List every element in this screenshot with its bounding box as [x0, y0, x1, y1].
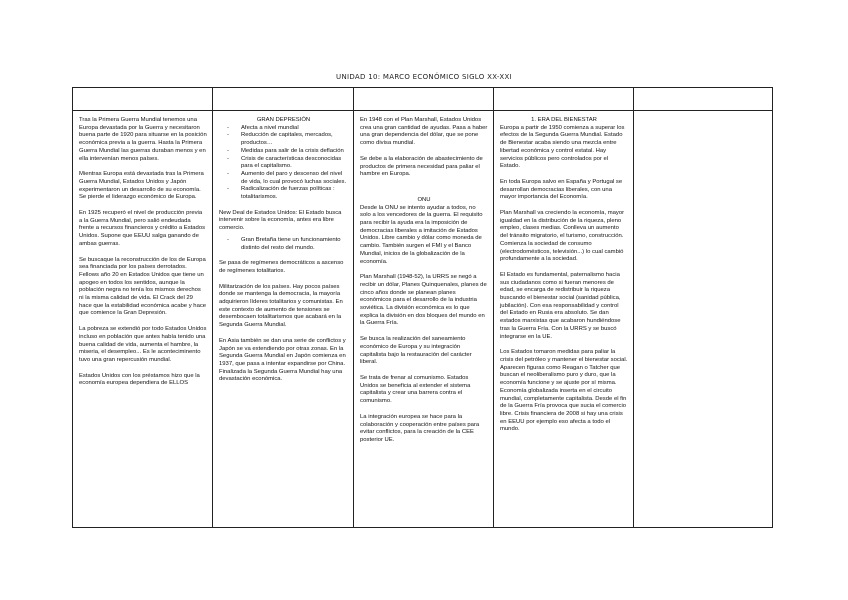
col1-paragraph: Estados Unidos con los préstamos hizo que la economía europea dependiera de ELLOS: [79, 372, 200, 387]
col4-paragraph: En toda Europa salvo en España y Portugal se desarrollan democracias liberales, con una mayor importancia del Economía.: [500, 178, 623, 201]
column-postwar: [73, 111, 213, 528]
col2-paragraph: Militarización de los países. Hay pocos países donde se mantenga la democracia, la mayoría adquirieron líderes totalitarios y comunistas. En este contexto de aumento de tensiones se desembocaen totalitarismos que acabará en la Segunda Guerra Mundial.: [219, 283, 343, 329]
col3-paragraph: Se trata de frenar al comunismo. Estados Unidos se beneficia al extender el sistema capitalista y crear una barrera contra el comunismo.: [360, 374, 471, 405]
header-cell-5: [634, 88, 773, 111]
col1-paragraph: La pobreza se extendió por todo Estados Unidos incluso en población que antes había tenido una buena calidad de vida, aumenta el hambre, la miseria, el desempleo... Es le aconteciminento tuvo una gran repercusión mundial.: [79, 326, 207, 363]
column-empty: [634, 111, 773, 528]
col3-paragraph: Plan Marshall (1948-52), la URRS se negó a recibir un dólar, Planes Quinquenales, planes de cinco años donde se planean planes económicos para el desarrollo de la industria soviética. La división económica es lo que explica la división en dos bloques del mundo en la Guerra Fría.: [360, 274, 487, 327]
header-row: [73, 88, 773, 111]
col2-bullet: - Medidas para salir de la crisis deflación: [219, 148, 348, 156]
body-row: [73, 111, 773, 528]
col2-bullet: - Aumento del paro y descenso del nivel de vida, lo cual provocó luchas sociales.: [219, 171, 348, 186]
col3-paragraph: Se debe a la elaboración de abastecimiento de productos de primera necesidad para paliar el hambre en Europa.: [360, 155, 483, 178]
page-title: UNIDAD 10: MARCO ECONÓMICO SIGLO XX-XXI: [336, 73, 512, 81]
column-marshall-onu: [354, 111, 494, 528]
col2-bullet: - Afecta a nivel mundial: [219, 125, 348, 133]
col4-paragraph: El Estado es fundamental, paternalismo hacia sus ciudadanos como si fueran menores de edad, se encarga de redistribuir la riqueza buscando el bienestar social (sanidad pública, jubilación). Con esa responsabilidad y control del Estado en Rusia era absoluto. Se dan estados marxistas que acabaron hundiéndose tras la Guerra Fría. Con la URRS y se buscó integrarse en la UE.: [500, 271, 621, 340]
col3-paragraph: Desde la ONU se intento ayudar a todos, no solo a los vencedores de la guerra. El requisito para recibir la ayuda era la imposición de democracias liberales a imitación de Estados Unidos. Libre cambio y dólar como moneda de cambio. También surgen el FMI y el Banco Mundial, inicios de la globalización de la economía.: [360, 204, 483, 265]
col3-paragraph: En 1948 con el Plan Marshall, Estados Unidos crea una gran cantidad de ayudas. Pasa a haber una gran dependencia del dólar, que se pone como divisa mundial.: [360, 117, 488, 147]
header-cell-3: [354, 88, 494, 111]
col2-heading: GRAN DEPRESIÓN: [256, 117, 311, 123]
col2-bullet: - Reducción de capitales, mercados, productos…: [219, 132, 348, 147]
col2-paragraph: En Asia también se dan una serie de conflictos y Japón se va extendiendo por otras zonas. En la Segunda Guerra Mundial en Japón comienza en 1937, que pasa a intentar expandirse por China. Finalizada la Segunda Guerra Mundial hay una devastación económica.: [219, 337, 346, 383]
col4-heading: 1. ERA DEL BIENESTAR: [531, 117, 597, 123]
header-cell-1: [73, 88, 213, 111]
content-table: [72, 87, 773, 528]
header-cell-4: [494, 88, 634, 111]
col2-bullet: - Radicalización de fuerzas políticas : totalitarismos.: [219, 186, 348, 201]
col1-paragraph: Mientras Europa está devastada tras la Primera Guerra Mundial, Estados Unidos y Japón experimentaron un desarrollo de su economía. Se pierde el liderazgo económico de Europa.: [79, 171, 204, 201]
header-cell-2: [213, 88, 354, 111]
column-welfare-state: [494, 111, 634, 528]
column-great-depression: [213, 111, 354, 528]
col2-bullet-list-2: [219, 237, 348, 252]
col3-paragraph: Se busca la realización del saneamiento económico de Europa y su integración capitalista bajo la restauración del carácter liberal.: [360, 336, 472, 366]
col1-paragraph: Se buscaque la reconstrucción de los de Europa sea financiada por los países derrotados. Fellows año 20 en Estados Unidos que tiene un apogeo en todos los sentidos, aunque la población negra no tenía los mismos derechos ni la misma calidad de vida. El Crack del 29 hace que la estabilidad económica acabe y hace que comience la Gran Depresión.: [79, 256, 207, 317]
col4-paragraph: Los Estados tomaron medidas para paliar la crisis del petróleo y mantener el bienestar social. Aparecen figuras como Reagan o Tatcher que buscan el neoliberalismo puro y duro, que la economía funcione y se ajuste por sí misma. Economía globalizada inserta en el circuito mundial, completamente capitalista. Desde el fin de la Guerra Fría provoca que sucia el comercio libre. Crisis financiera de 2008 si hay una crisis en EEUU por ejemplo eso afecta a todo el mundo.: [500, 349, 628, 433]
col1-paragraph: En 1925 recuperó el nivel de producción previa a la Guerra Mundial, pero salió endeudada frente a recursos financieros y crédito a Estados Unidos. Supone que EEUU salga ganando de ambas guerras.: [79, 210, 206, 247]
col2-bullet-list: [219, 125, 348, 202]
col3-paragraph: La integración europea se hace para la colaboración y cooperación entre países para evitar conflictos, para la creación de la CEE posterior UE.: [360, 413, 480, 443]
col2-bullet: - Gran Bretaña tiene un funcionamiento distinto del resto del mundo.: [219, 237, 348, 252]
col2-bullet: - Crisis de características desconocidas para el capitalismo.: [219, 156, 348, 171]
col4-paragraph: Plan Marshall va creciendo la economía, mayor igualdad en la distribución de la riqueza, pleno empleo, clases medias. Conlleva un aumento del tránsito migratorio, el turismo, construcción. Comienza la sociedad de consumo (electrodomésticos, televisión...) lo cual cambió profundamente a la sociedad.: [500, 210, 625, 263]
col2-paragraph-newdeal: New Deal de Estados Unidos: El Estado busca intervenir sobre la economía, antes era libre comercio.: [219, 209, 342, 232]
col3-heading: ONU: [417, 196, 431, 203]
col1-paragraph: Tras la Primera Guerra Mundial tenemos una Europa devastada por la Guerra y necesitaron buena parte de 1920 para situarse en la posición económica previa a la guerra. Hasta la Primera Guerra Mundial las guerras duraban menos y en ella intervenían menos países.: [79, 117, 207, 162]
col4-paragraph: Europa a partir de 1950 comienza a superar los efectos de la Segunda Guerra Mundial. Estado de Bienestar acaba siendo una mezcla entre libertad económica y control estatal. Hay servicios públicos pero controlados por el Estado.: [500, 124, 625, 170]
col2-paragraph: Se pasa de regímenes democráticos a ascenso de regímenes totalitarios.: [219, 260, 344, 274]
